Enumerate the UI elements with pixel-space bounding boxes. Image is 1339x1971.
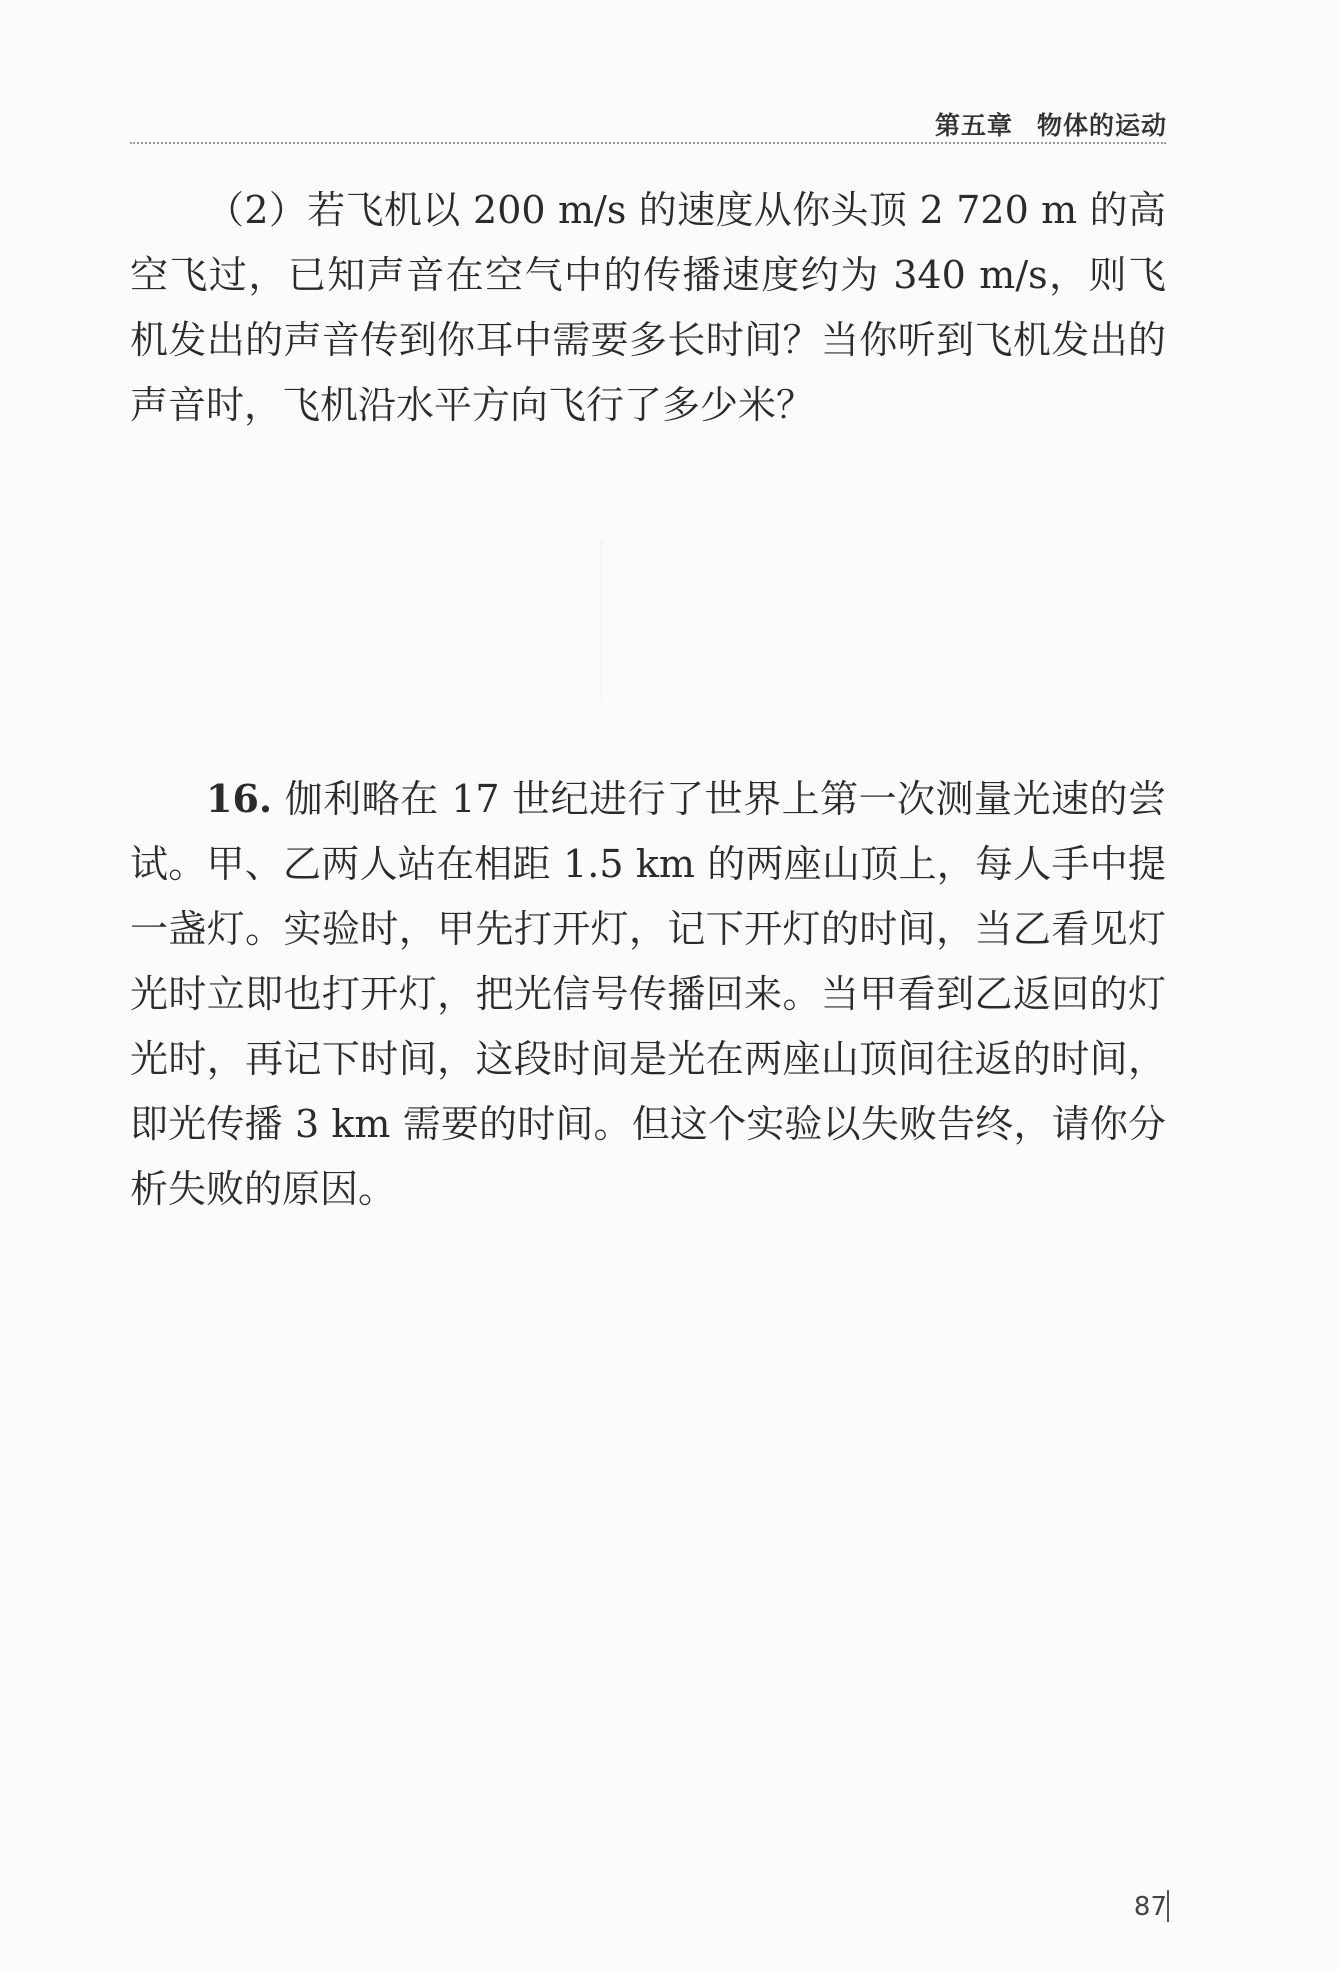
page-number: 87 bbox=[1133, 1892, 1167, 1922]
chapter-label: 第五章 bbox=[934, 111, 1013, 140]
question-15-part-2 bbox=[130, 178, 1166, 438]
running-head bbox=[935, 106, 1167, 142]
chapter-title: 物体的运动 bbox=[1036, 111, 1167, 140]
header-divider bbox=[130, 142, 1166, 144]
question-15-part-2-text: （2）若飞机以 200 m/s 的速度从你头顶 2 720 m 的高空飞过，已知声音在空气中的传播速度约为 340 m/s，则飞机发出的声音传到你耳中需要多长时间？当你听到飞机发出的声音时，飞机沿水平方向飞行了多少米？ bbox=[130, 188, 1166, 427]
question-16-text: 伽利略在 17 世纪进行了世界上第一次测量光速的尝试。甲、乙两人站在相距 1.5 km 的两座山顶上，每人手中提一盏灯。实验时，甲先打开灯，记下开灯的时间，当乙看见灯光时立即也打开灯，把光信号传播回来。当甲看到乙返回的灯光时，再记下时间，这段时间是光在两座山顶间往返的时间，即光传播 3 km 需要的时间。但这个实验以失败告终，请你分析失败的原因。 bbox=[130, 777, 1166, 1211]
question-16-number: 16. bbox=[206, 776, 273, 821]
question-16 bbox=[130, 766, 1166, 1222]
page-number-bar bbox=[1167, 1890, 1169, 1922]
scan-artifact bbox=[601, 540, 602, 700]
